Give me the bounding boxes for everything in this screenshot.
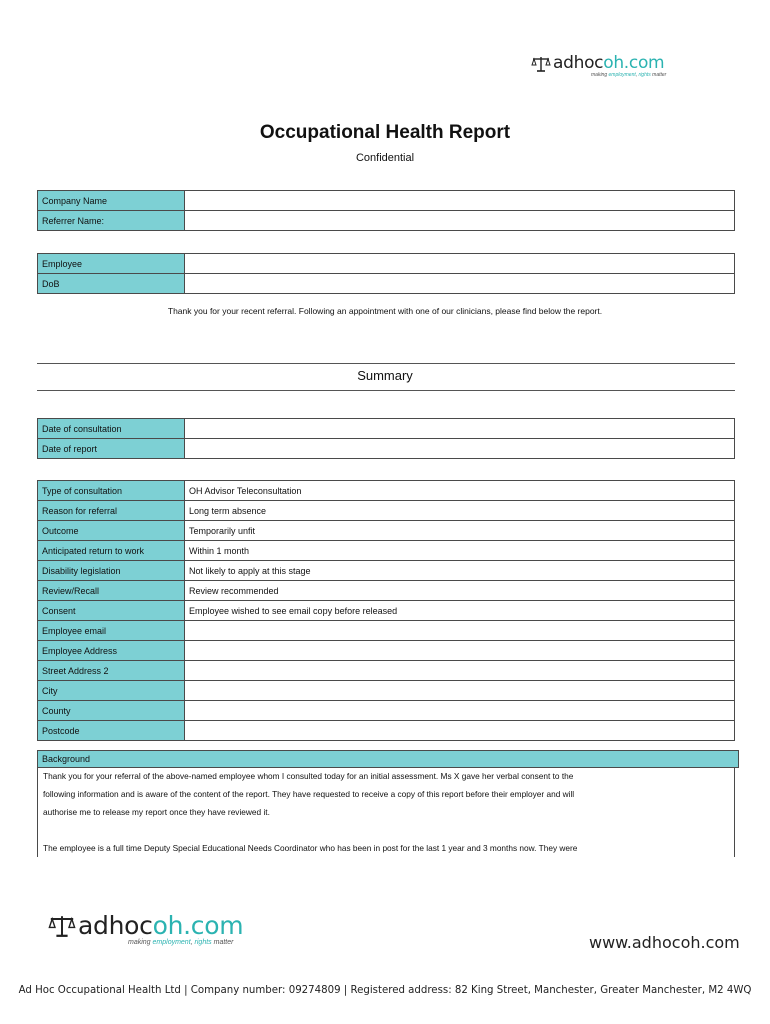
table-row — [38, 621, 735, 641]
city-field[interactable] — [185, 681, 735, 701]
employee-table — [37, 253, 735, 294]
footer-company-info: Ad Hoc Occupational Health Ltd | Company number: 09274809 | Registered address: 82 King Street, Manchester, Greater Manchester, M2 4WQ — [18, 985, 752, 996]
referrer-name-field[interactable] — [185, 211, 735, 231]
background-line: The employee is a full time Deputy Special Educational Needs Coordinator who has been in post for the last 1 year and 3 months now. They were — [43, 843, 578, 853]
background-heading: Background — [37, 750, 739, 768]
table-row — [38, 561, 735, 581]
dates-table — [37, 418, 735, 459]
return-to-work-label: Anticipated return to work — [38, 541, 185, 561]
outcome-label: Outcome — [38, 521, 185, 541]
background-text-box[interactable] — [37, 767, 735, 857]
outcome-field[interactable]: Temporarily unfit — [185, 521, 735, 541]
date-of-consultation-field[interactable] — [185, 419, 735, 439]
report-subtitle: Confidential — [355, 152, 415, 164]
disability-legislation-field[interactable]: Not likely to apply at this stage — [185, 561, 735, 581]
report-title: Occupational Health Report — [259, 122, 511, 143]
divider-top — [37, 363, 735, 364]
company-name-field[interactable] — [185, 191, 735, 211]
review-recall-field[interactable]: Review recommended — [185, 581, 735, 601]
background-line: following information and is aware of the content of the report. They have requested to receive a copy of this report before their employer and will — [43, 789, 575, 799]
summary-heading: Summary — [357, 368, 413, 383]
table-row — [38, 439, 735, 459]
county-field[interactable] — [185, 701, 735, 721]
logo-tagline: making employment, rights matter — [128, 939, 234, 946]
review-recall-label: Review/Recall — [38, 581, 185, 601]
intro-text: Thank you for your recent referral. Following an appointment with one of our clinicians, please find below the report. — [167, 306, 603, 316]
referrer-name-label: Referrer Name: — [38, 211, 185, 231]
company-name-label: Company Name — [38, 191, 185, 211]
logo-tagline: making employment, rights matter — [591, 72, 667, 78]
street-address-2-field[interactable] — [185, 661, 735, 681]
details-table — [37, 480, 735, 741]
company-logo-top — [531, 55, 666, 78]
table-row — [38, 211, 735, 231]
table-row — [38, 701, 735, 721]
date-of-report-field[interactable] — [185, 439, 735, 459]
divider-bottom — [37, 390, 735, 391]
table-row — [38, 681, 735, 701]
table-row — [38, 419, 735, 439]
scales-icon — [48, 913, 76, 939]
employee-field[interactable] — [185, 254, 735, 274]
table-row — [38, 501, 735, 521]
consent-label: Consent — [38, 601, 185, 621]
employee-email-label: Employee email — [38, 621, 185, 641]
background-line: authorise me to release my report once they have reviewed it. — [43, 807, 270, 817]
table-row — [38, 541, 735, 561]
postcode-field[interactable] — [185, 721, 735, 741]
logo-wordmark: adhocoh.com — [78, 911, 244, 940]
logo-wordmark: adhocoh.com — [553, 53, 665, 73]
background-line: Thank you for your referral of the above-named employee whom I consulted today for an initial assessment. Ms X gave her verbal consent to the — [43, 771, 574, 781]
table-row — [38, 274, 735, 294]
scales-icon — [531, 55, 551, 73]
date-of-consultation-label: Date of consultation — [38, 419, 185, 439]
city-label: City — [38, 681, 185, 701]
table-row — [38, 191, 735, 211]
company-table — [37, 190, 735, 231]
street-address-2-label: Street Address 2 — [38, 661, 185, 681]
table-row — [38, 661, 735, 681]
reason-for-referral-field[interactable]: Long term absence — [185, 501, 735, 521]
disability-legislation-label: Disability legislation — [38, 561, 185, 581]
employee-label: Employee — [38, 254, 185, 274]
dob-field[interactable] — [185, 274, 735, 294]
table-row — [38, 721, 735, 741]
dob-label: DoB — [38, 274, 185, 294]
table-row — [38, 521, 735, 541]
county-label: County — [38, 701, 185, 721]
type-of-consultation-label: Type of consultation — [38, 481, 185, 501]
table-row — [38, 581, 735, 601]
table-row — [38, 601, 735, 621]
employee-email-field[interactable] — [185, 621, 735, 641]
employee-address-label: Employee Address — [38, 641, 185, 661]
table-row — [38, 254, 735, 274]
website-text: www.adhocoh.com — [589, 933, 740, 952]
company-logo-bottom — [48, 913, 243, 946]
employee-address-field[interactable] — [185, 641, 735, 661]
postcode-label: Postcode — [38, 721, 185, 741]
table-row — [38, 641, 735, 661]
type-of-consultation-field[interactable]: OH Advisor Teleconsultation — [185, 481, 735, 501]
consent-field[interactable]: Employee wished to see email copy before released — [185, 601, 735, 621]
return-to-work-field[interactable]: Within 1 month — [185, 541, 735, 561]
table-row — [38, 481, 735, 501]
reason-for-referral-label: Reason for referral — [38, 501, 185, 521]
date-of-report-label: Date of report — [38, 439, 185, 459]
